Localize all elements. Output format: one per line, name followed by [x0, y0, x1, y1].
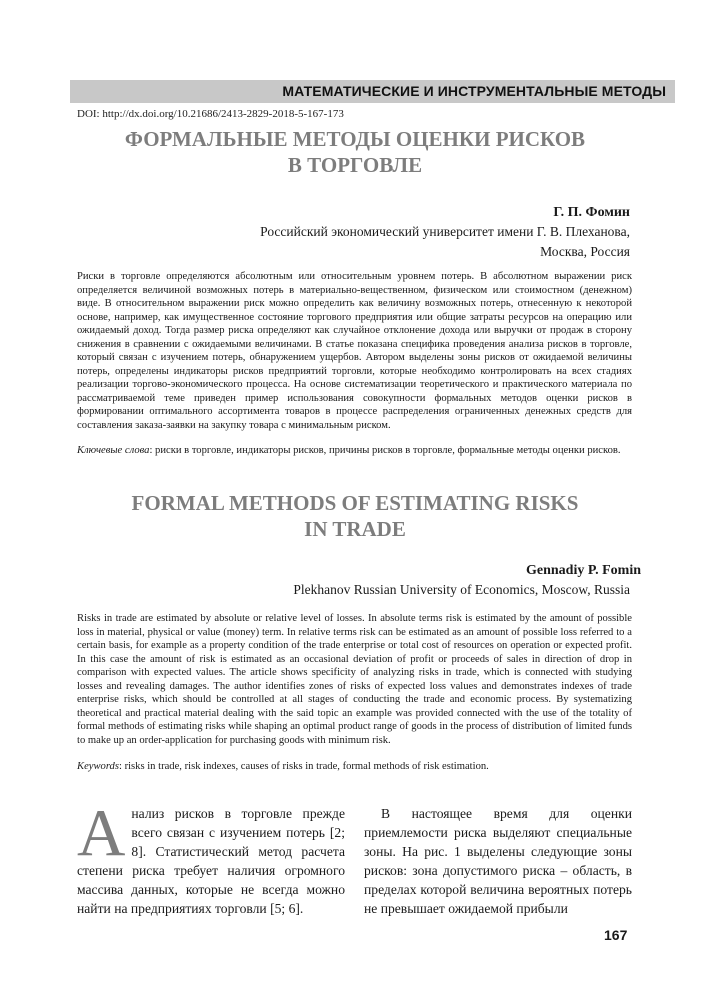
title-ru-line2: В ТОРГОВЛЕ [287, 153, 423, 177]
affiliation-ru-line2: Москва, Россия [540, 244, 630, 259]
section-header-bar [70, 80, 675, 103]
keywords-ru-label: Ключевые слова [77, 445, 150, 456]
affiliation-ru [260, 222, 630, 262]
article-title-ru [70, 126, 640, 178]
title-ru-line1: ФОРМАЛЬНЫЕ МЕТОДЫ ОЦЕНКИ РИСКОВ [124, 127, 586, 151]
title-en-line1: FORMAL METHODS OF ESTIMATING RISKS [131, 491, 579, 515]
abstract-ru: Риски в торговле определяются абсолютным или относительным уровнем потерь. В абсолютном выражении риск определяется величиной возможных потерь в материально-вещественном, физическом или стоимостном (денежном) виде. В относительном выражении риск можно определить как величину возможных потерь, отнесенную к некоторой основе, например, как имущественное состояние торгового предприятия или общие затраты ресурсов на операцию или ожидаемый доход. Тогда размер риска определяют как случайное отклонение дохода или выручки от продаж в сторону снижения в сравнении с ожидаемыми величинами. В статье показана специфика проведения анализа рисков в торговле, который связан с изучением потерь, обнаружением ущербов. Автором выделены зоны рисков от ожидаемой величины потерь, определены индикаторы рисков предприятий торговли, которые необходимо контролировать на всех стадиях реализации торгово-экономического процесса. На основе систематизации теоретического и практического материала по рассматриваемой теме приведен пример использования совокупности формальных методов оценки рисков в формировании оптимального ассортимента товаров в процессе распределения ограниченных денежных средств для составления заказа-заявки на закупку товара с минимальным риском. [77, 271, 632, 431]
keywords-en-text: : risks in trade, risk indexes, causes of risks in trade, formal methods of risk estimation. [118, 761, 489, 772]
affiliation-ru-line1: Российский экономический университет имени Г. В. Плеханова, [260, 224, 630, 239]
body-right-column: В настоящее время для оценки приемлемости риска выделяют специальные зоны. На рис. 1 выделены следующие зоны рисков: зона допустимого риска – область, в пределах которой величина вероятных потерь не превышает ожидаемой прибыли [364, 806, 632, 916]
keywords-en [77, 760, 632, 774]
affiliation-en: Plekhanov Russian University of Economics, Moscow, Russia [293, 582, 630, 597]
body-left-text: нализ рисков в торговле прежде всего связан с изучением потерь [2; 8]. Статистический метод расчета степени риска требует наличия огромного массива данных, которые не всегда можно найти на предприятиях торговли [5; 6]. [77, 806, 345, 916]
keywords-ru [77, 444, 632, 458]
keywords-ru-text: : риски в торговле, индикаторы рисков, причины рисков в торговле, формальные методы оценки рисков. [149, 445, 621, 456]
author-en: Gennadiy P. Fomin [525, 563, 641, 578]
keywords-en-label: Keywords [77, 761, 119, 772]
title-en-line2: IN TRADE [304, 517, 406, 541]
abstract-en: Risks in trade are estimated by absolute or relative level of losses. In absolute terms risk is estimated by the amount of possible loss in material, physical or value (money) term. In relative terms risk can be estimated as an amount of possible loss referred to a certain basis, for example as a property condition of the trade enterprise or total cost of resources on operation or expected profit. In this case the amount of risk is estimated as an occasional deviation of profit or proceeds of sales in direction of drop in comparison with expected values. The article shows specificity of analyzing risks in trade, which is connected with studying losses and revealing damages. The author identifies zones of risks of expected loss values and demonstrates indexes of trade enterprise risks, which should be controlled at all stages of conducting the trade and economic process. By systematizing theoretical and practical material dealing with the said topic an example was provided connected with the use of the totality of formal methods of estimating risks while shaping an optimal product range of goods in the process of distribution of limited funds to make up an order-application for purchasing goods with minimum risk. [77, 613, 632, 746]
author-ru: Г. П. Фомин [553, 205, 630, 220]
body-left-column [77, 796, 345, 918]
page-number: 167 [604, 927, 628, 943]
section-title: МАТЕМАТИЧЕСКИЕ И ИНСТРУМЕНТАЛЬНЫЕ МЕТОДЫ [282, 83, 666, 99]
doi-link[interactable]: DOI: http://dx.doi.org/10.21686/2413-2829-2018-5-167-173 [77, 108, 344, 120]
drop-cap: А [77, 796, 126, 870]
article-title-en [70, 490, 640, 542]
